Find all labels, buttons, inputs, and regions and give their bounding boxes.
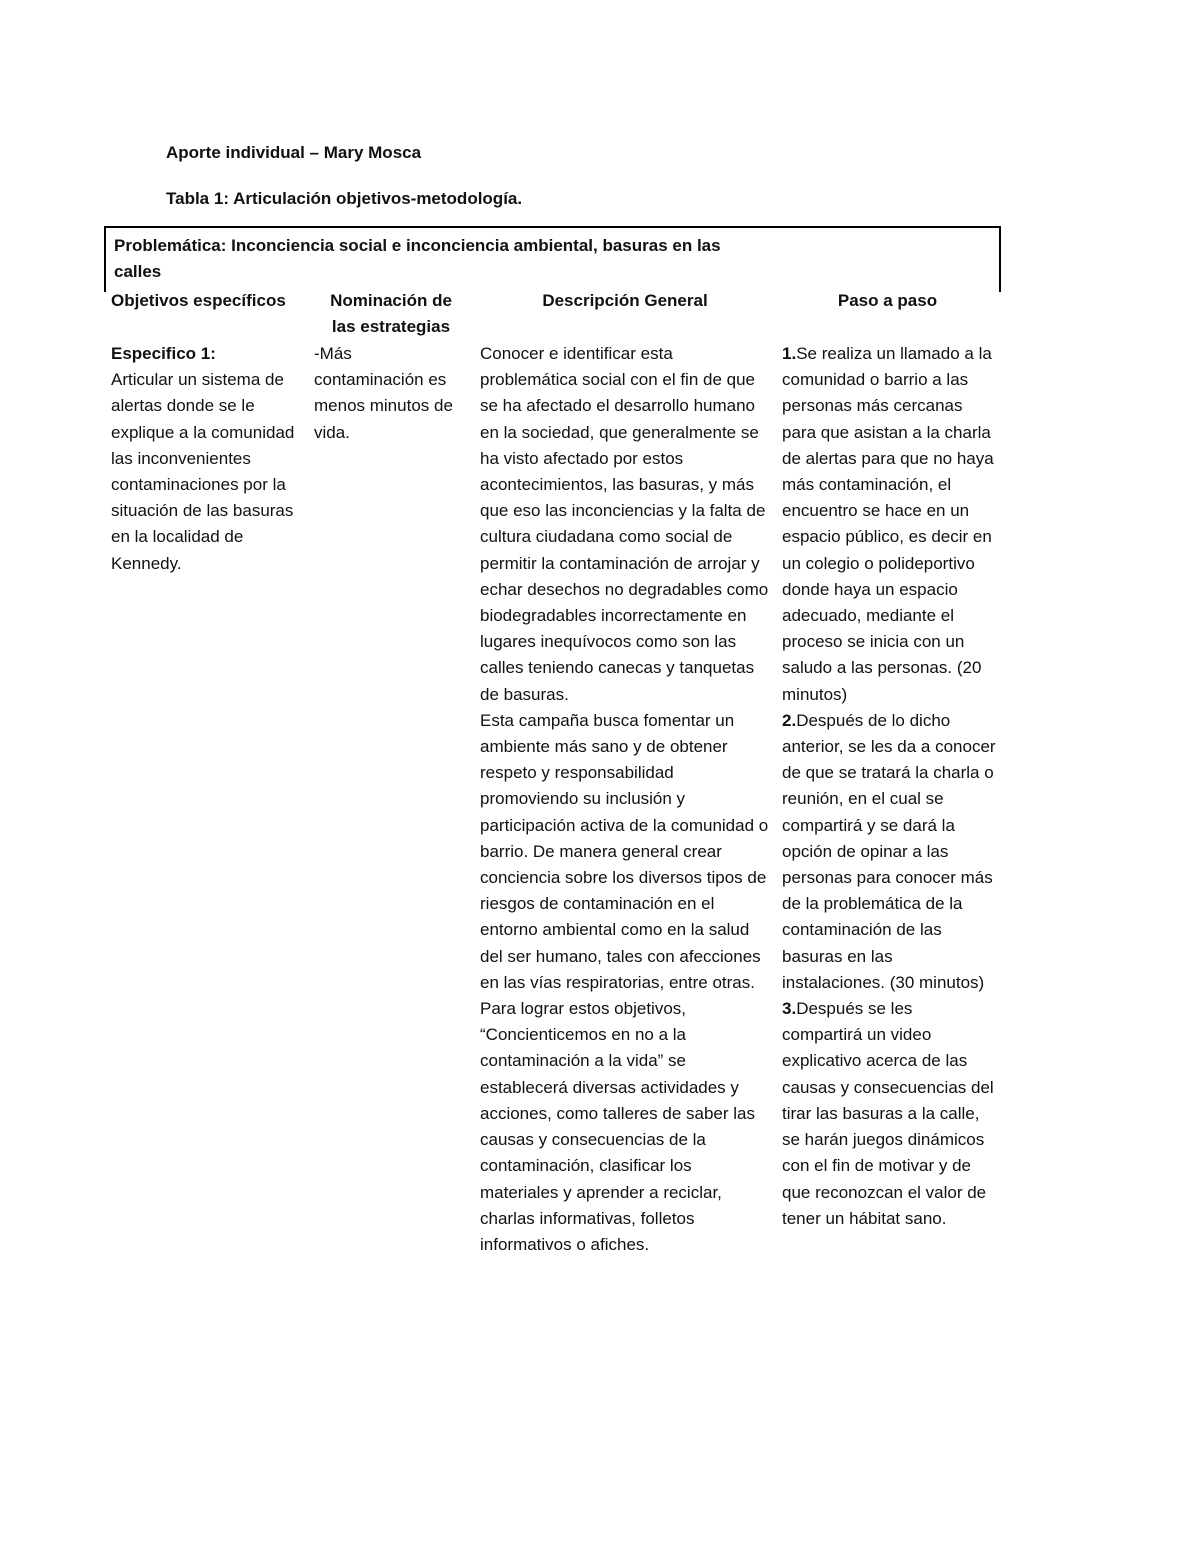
cell-objetivo (111, 341, 306, 577)
document-title: Aporte individual – Mary Mosca (166, 143, 422, 162)
paso-2-text: Después de lo dicho anterior, se les da a conocer de que se tratará la charla o reunión, en el cual se compartirá y se dará la opción de opinar a las personas para conocer más de la problemática de la contaminación de las basuras en las instalaciones. (30 minutos) (782, 710, 996, 992)
header-nominacion: Nominación de las estrategias (330, 291, 452, 337)
paso-3-number: 3. (782, 999, 797, 1019)
cell-nominacion (314, 341, 464, 446)
table-caption: Tabla 1: Articulación objetivos-metodología. (166, 189, 523, 208)
paso-3 (782, 996, 997, 1232)
objetivo-text: Articular un sistema de alertas donde se le explique a la comunidad las inconvenientes contaminaciones por la situación de las basuras en la localidad de Kennedy. (111, 370, 295, 573)
header-paso: Paso a paso (837, 291, 938, 310)
objetivo-label: Especifico 1: (111, 344, 216, 363)
header-descripcion: Descripción General (542, 291, 708, 310)
paso-1 (782, 341, 997, 708)
cell-descripcion (480, 341, 770, 1258)
descripcion-paragraph-3: Para lograr estos objetivos, “Concienticemos en no a la contaminación a la vida” se establecerá diversas actividades y acciones, como talleres de saber las causas y consecuencias de la contaminación, clasificar los materiales y aprender a reciclar, charlas informativas, folletos informativos o afiches. (480, 999, 755, 1254)
problematica-text: Problemática: Inconciencia social e inconciencia ambiental, basuras en las calles (114, 236, 721, 281)
paso-3-text: Después se les compartirá un video explicativo acerca de las causas y consecuencias del tirar las basuras a la calle, se harán juegos dinámicos con el fin de motivar y de que reconozcan el valor de tener un hábitat sano. (782, 999, 994, 1228)
paso-1-number: 1. (782, 344, 797, 363)
header-objetivos: Objetivos específicos (111, 291, 286, 310)
descripcion-paragraph-1: Conocer e identificar esta problemática social con el fin de que se ha afectado el desarrollo humano en la sociedad, que generalmente se ha visto afectado por estos acontecimientos, las basuras, y más que eso las inconciencias y la falta de cultura ciudadana como social de permitir la contaminación de arrojar y echar desechos no degradables como biodegradables incorrectamente en lugares inequívocos como son las calles teniendo canecas y tanquetas de basuras. (480, 344, 769, 704)
problematica-box (104, 226, 1001, 292)
descripcion-paragraph-2: Esta campaña busca fomentar un ambiente más sano y de obtener respeto y responsabilidad promoviendo su inclusión y participación activa de la comunidad o barrio. De manera general crear conciencia sobre los diversos tipos de riesgos de contaminación en el entorno ambiental como en la salud del ser humano, tales con afecciones en las vías respiratorias, entre otras. (480, 710, 769, 992)
paso-2 (782, 708, 997, 996)
paso-2-number: 2. (782, 710, 797, 730)
nominacion-text: -Más contaminación es menos minutos de vida. (314, 344, 453, 442)
paso-1-text: Se realiza un llamado a la comunidad o barrio a las personas más cercanas para que asistan a la charla de alertas para que no haya más contaminación, el encuentro se hace en un espacio público, es decir en un colegio o polideportivo donde haya un espacio adecuado, mediante el proceso se inicia con un saludo a las personas. (20 minutos) (782, 344, 994, 704)
cell-paso-a-paso (782, 341, 997, 1232)
